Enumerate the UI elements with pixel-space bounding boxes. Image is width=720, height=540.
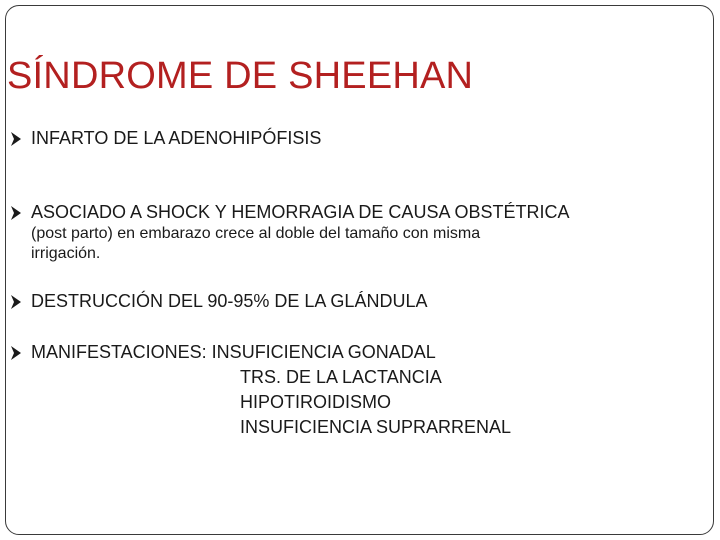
manifestation-item: INSUFICIENCIA SUPRARRENAL (240, 417, 512, 437)
manifestation-item: TRS. DE LA LACTANCIA (240, 367, 442, 387)
bullet-subtext: irrigación. (31, 245, 101, 262)
arrowhead-icon (10, 130, 22, 148)
manifestation-item: HIPOTIROIDISMO (240, 392, 392, 412)
bullet-item: ASOCIADO A SHOCK Y HEMORRAGIA DE CAUSA OBSTÉTRICA (31, 202, 570, 222)
bullet-item: INFARTO DE LA ADENOHIPÓFISIS (31, 128, 322, 148)
bullet-item: DESTRUCCIÓN DEL 90-95% DE LA GLÁNDULA (31, 291, 428, 311)
slide-title: SÍNDROME DE SHEEHAN (7, 55, 474, 97)
bullet-item: MANIFESTACIONES: INSUFICIENCIA GONADAL (31, 342, 436, 362)
arrowhead-icon (10, 204, 22, 222)
bullet-subtext: (post parto) en embarazo crece al doble del tamaño con misma (31, 225, 481, 242)
arrowhead-icon (10, 293, 22, 311)
arrowhead-icon (10, 344, 22, 362)
